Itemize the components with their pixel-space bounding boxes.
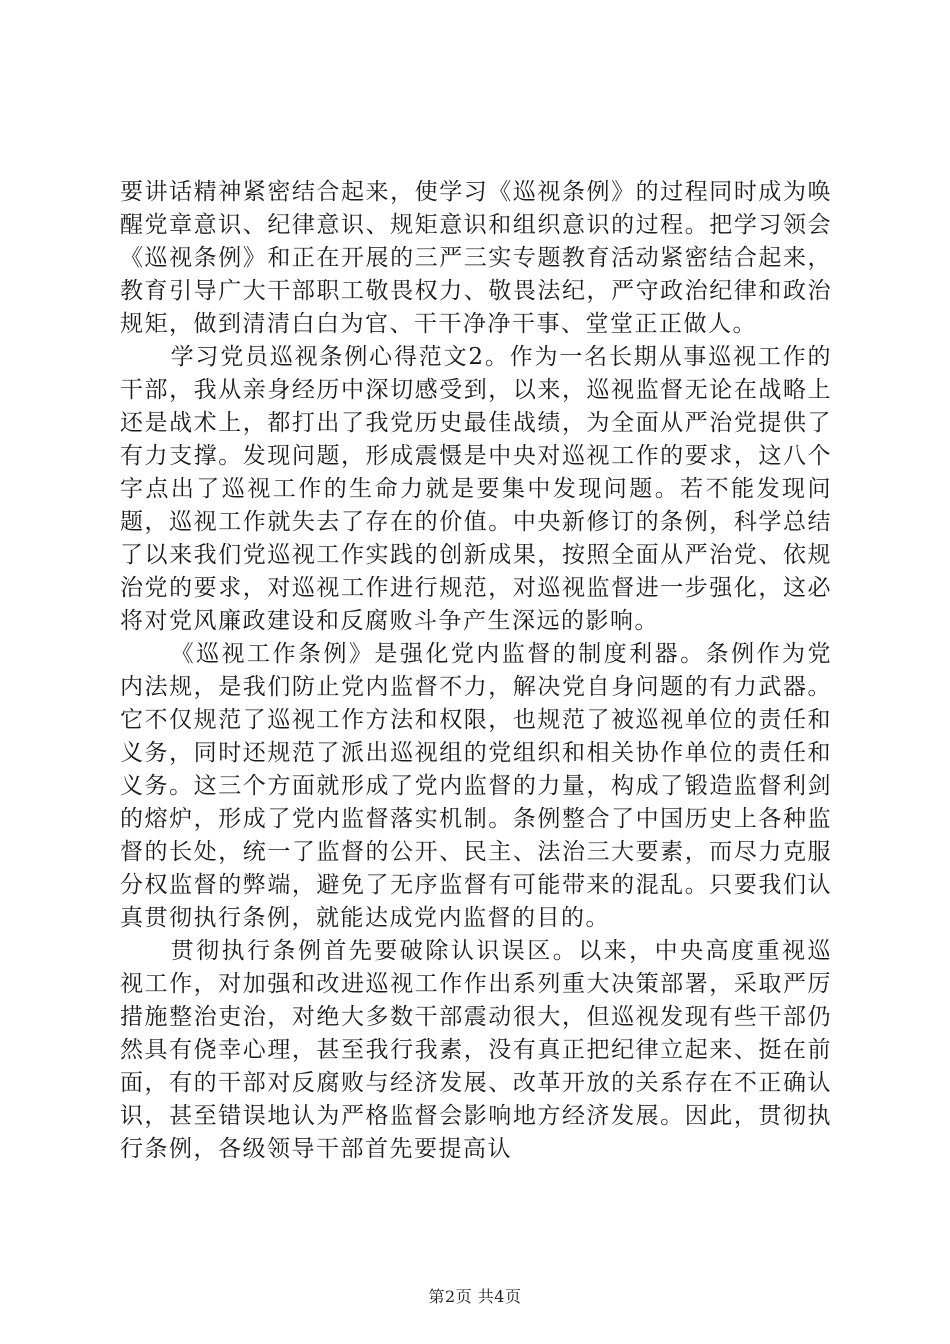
document-body <box>120 176 832 1166</box>
page-footer: 第2页 共4页 <box>428 1287 522 1306</box>
paragraph-2: 学习党员巡视条例心得范文2。作为一名长期从事巡视工作的干部，我从亲身经历中深切感受到，以来，巡视监督无论在战略上还是战术上，都打出了我党历史最佳战绩，为全面从严治党提供了有力支撑。发现问题，形成震慑是中央对巡视工作的要求，这八个字点出了巡视工作的生命力就是要集中发现问题。若不能发现问题，巡视工作就失去了存在的价值。中央新修订的条例，科学总结了以来我们党巡视工作实践的创新成果，按照全面从严治党、依规治党的要求，对巡视工作进行规范，对巡视监督进一步强化，这必将对党风廉政建设和反腐败斗争产生深远的影响。 <box>120 344 832 634</box>
paragraph-continuation: 要讲话精神紧密结合起来，使学习《巡视条例》的过程同时成为唤醒党章意识、纪律意识、规矩意识和组织意识的过程。把学习领会《巡视条例》和正在开展的三严三实专题教育活动紧密结合起来，教育引导广大干部职工敬畏权力、敬畏法纪，严守政治纪律和政治规矩，做到清清白白为官、干干净净干事、堂堂正正做人。 <box>120 179 832 337</box>
paragraph-3: 《巡视工作条例》是强化党内监督的制度利器。条例作为党内法规，是我们防止党内监督不力，解决党自身问题的有力武器。它不仅规范了巡视工作方法和权限，也规范了被巡视单位的责任和义务，同时还规范了派出巡视组的党组织和相关协作单位的责任和义务。这三个方面就形成了党内监督的力量，构成了锻造监督利剑的熔炉，形成了党内监督落实机制。条例整合了中国历史上各种监督的长处，统一了监督的公开、民主、法治三大要素，而尽力克服分权监督的弊端，避免了无序监督有可能带来的混乱。只要我们认真贯彻执行条例，就能达成党内监督的目的。 <box>120 641 832 931</box>
paragraph-4: 贯彻执行条例首先要破除认识误区。以来，中央高度重视巡视工作，对加强和改进巡视工作作出系列重大决策部署，采取严厉措施整治吏治，对绝大多数干部震动很大，但巡视发现有些干部仍然具有侥幸心理，甚至我行我素，没有真正把纪律立起来、挺在前面，有的干部对反腐败与经济发展、改革开放的关系存在不正确认识，甚至错误地认为严格监督会影响地方经济发展。因此，贯彻执行条例，各级领导干部首先要提高认 <box>120 938 832 1162</box>
